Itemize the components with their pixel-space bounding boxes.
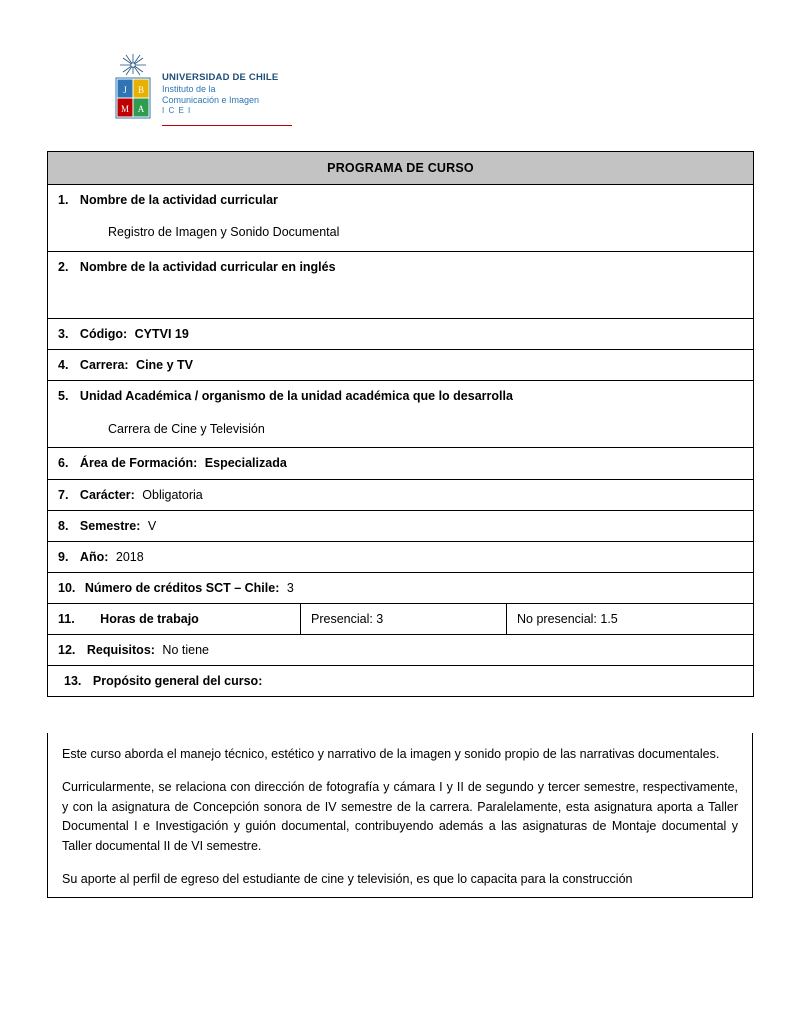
row-value: Cine y TV — [136, 358, 194, 373]
hours-no-presencial-cell: No presencial: 1.5 — [507, 604, 754, 635]
table-row — [48, 635, 754, 666]
table-row — [48, 252, 754, 319]
row-label: Requisitos: — [86, 643, 155, 658]
row-value: Especializada — [204, 456, 287, 471]
table-header-row — [48, 152, 754, 185]
hours-label-cell — [48, 604, 301, 635]
row-label: Propósito general del curso: — [92, 674, 263, 689]
row-label: Semestre: — [79, 518, 141, 533]
logo-wordmark — [162, 72, 292, 116]
universidad-de-chile-crest-icon — [110, 52, 156, 122]
table-row-purpose-header — [48, 666, 754, 697]
table-row — [48, 510, 754, 541]
row-number: 11. — [58, 612, 75, 626]
row-number: 10. — [58, 580, 76, 595]
logo-line-institute-name: Comunicación e Imagen — [162, 95, 260, 106]
logo-line-university: UNIVERSIDAD DE CHILE — [162, 72, 279, 83]
table-row — [48, 541, 754, 572]
row-value: Obligatoria — [142, 487, 203, 502]
row-label: Unidad Académica / organismo de la unidad académica que lo desarrolla — [79, 389, 513, 404]
row-value: 3 — [286, 580, 294, 595]
row-label: Año: — [79, 549, 109, 564]
table-row — [48, 479, 754, 510]
table-row — [48, 319, 754, 350]
purpose-paragraph: Este curso aborda el manejo técnico, estético y narrativo de la imagen y sonido propio de las narrativas documentales. — [62, 747, 720, 761]
logo-line-acronym: I C E I — [162, 106, 192, 116]
svg-text:J: J — [123, 85, 127, 95]
row-value: Registro de Imagen y Sonido Documental — [108, 225, 340, 240]
row-number: 8. — [58, 518, 69, 533]
row-value: V — [147, 518, 157, 533]
row-label: Número de créditos SCT – Chile: — [84, 580, 280, 595]
row-label: Código: — [79, 327, 128, 342]
svg-text:M: M — [120, 104, 130, 114]
row-number: 13. — [64, 674, 82, 689]
table-row-hours — [48, 604, 754, 635]
purpose-paragraph: Curricularmente, se relaciona con dirección de fotografía y cámara I y II de segundo y tercer semestre, respectivamente, y con la asignatura de Concepción sonora de IV semestre de la carrera. Paralelamente, esta asignatura aporta a Taller Documental I e Investigación y guión documental, contribuyendo además a las asignaturas de Montaje documental y Taller documental II de VI semestre. — [62, 780, 738, 853]
table-row — [48, 185, 754, 252]
table-row — [48, 448, 754, 479]
row-label: Horas de trabajo — [100, 612, 199, 626]
row-number: 6. — [58, 456, 69, 471]
row-number: 7. — [58, 487, 69, 502]
row-number: 3. — [58, 327, 69, 342]
svg-text:A: A — [137, 104, 145, 114]
svg-text:B: B — [137, 85, 145, 95]
table-row — [48, 381, 754, 448]
row-label: Área de Formación: — [79, 456, 198, 471]
row-number: 9. — [58, 549, 69, 564]
row-value: CYTVI 19 — [134, 327, 189, 342]
institution-logo — [110, 50, 290, 128]
purpose-text-block — [47, 733, 753, 898]
row-number: 2. — [58, 260, 69, 275]
row-label: Nombre de la actividad curricular — [79, 193, 278, 208]
row-label: Nombre de la actividad curricular en inglés — [79, 260, 336, 275]
logo-divider — [162, 125, 292, 126]
row-value: Carrera de Cine y Televisión — [108, 421, 265, 436]
row-number: 5. — [58, 389, 69, 404]
row-value: 2018 — [115, 549, 144, 564]
table-row — [48, 572, 754, 603]
row-number: 4. — [58, 358, 69, 373]
page-title: PROGRAMA DE CURSO — [48, 152, 754, 185]
row-label: Carrera: — [79, 358, 129, 373]
row-number: 1. — [58, 193, 69, 208]
purpose-paragraph: Su aporte al perfil de egreso del estudiante de cine y televisión, es que lo capacita para la construcción — [62, 871, 633, 886]
row-number: 12. — [58, 643, 76, 658]
row-value: No tiene — [162, 643, 209, 658]
table-row — [48, 350, 754, 381]
hours-presencial-cell: Presencial: 3 — [301, 604, 507, 635]
row-label: Carácter: — [79, 487, 135, 502]
course-program-table — [47, 151, 754, 697]
logo-line-institute: Instituto de la — [162, 83, 216, 94]
